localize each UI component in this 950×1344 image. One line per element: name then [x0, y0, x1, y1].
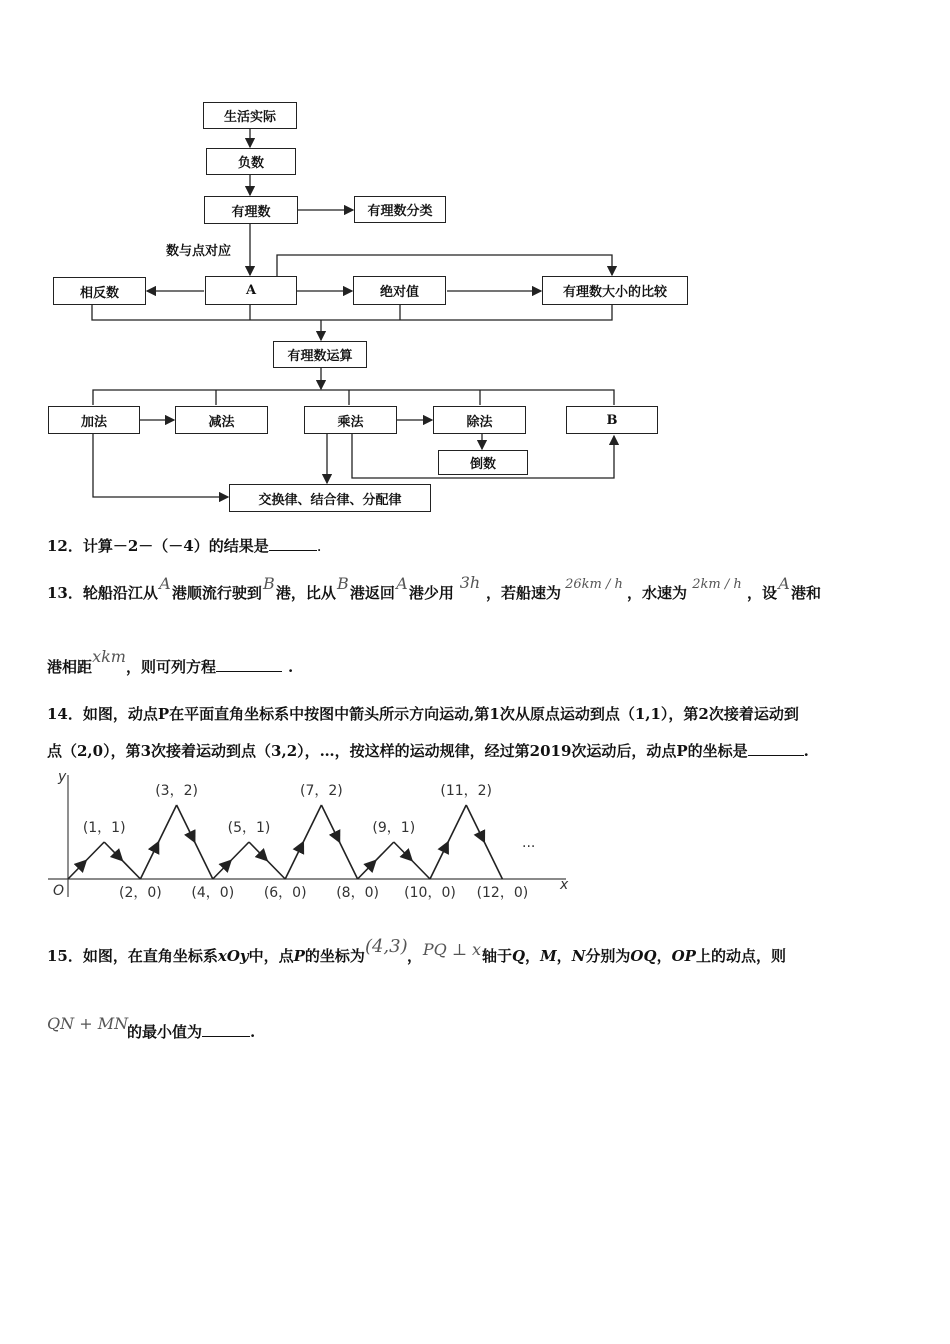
q15-expression: QN + MN — [47, 1014, 129, 1033]
x-axis-label: x — [560, 877, 569, 893]
path-arrow-6 — [265, 859, 267, 861]
path-arrow-11 — [446, 842, 448, 846]
reciprocal-box: 倒数 — [438, 450, 528, 475]
origin-label: O — [53, 883, 65, 899]
q15-end: . — [250, 1023, 256, 1041]
addition-box: 加法 — [48, 406, 140, 434]
path-arrow-7 — [301, 842, 303, 846]
path-arrow-2 — [120, 859, 122, 861]
q13-b2: B — [337, 574, 349, 593]
point-label-7: (7，2) — [300, 783, 343, 799]
q13-text-2: 港顺流行驶到 — [171, 584, 262, 602]
flowchart-connectors — [0, 0, 950, 520]
path-arrow-12 — [482, 838, 484, 842]
negative-number-box: 负数 — [206, 148, 296, 175]
q13-time: 3h — [459, 573, 481, 592]
q12-answer-blank[interactable] — [269, 536, 317, 551]
q13-distance: xkm — [92, 647, 126, 666]
zigzag-graph — [0, 765, 950, 905]
q15-text-1: 15．如图，在直角坐标系 — [47, 947, 218, 965]
q13-answer-blank[interactable] — [216, 657, 282, 672]
q15-text-8: ， — [656, 947, 672, 965]
multiplication-box: 乘法 — [304, 406, 397, 434]
rational-number-box: 有理数 — [204, 196, 298, 224]
q15-xoy: xOy — [217, 947, 249, 965]
blank-b-box: B — [566, 406, 658, 434]
q13-line2-text: 港相距 — [47, 658, 93, 676]
rational-classification-box: 有理数分类 — [354, 196, 446, 223]
path-arrow-3 — [157, 842, 159, 846]
q13-line-1 — [47, 573, 821, 605]
blank-a-box: A — [205, 276, 297, 305]
path-arrow-1 — [84, 861, 86, 863]
q15-line2-text: 的最小值为 — [127, 1023, 203, 1041]
q15-comma: ， — [406, 947, 422, 965]
q12-text: 12．计算－2－（－4）的结果是 — [47, 537, 269, 555]
path-arrow-5 — [229, 861, 231, 863]
q13-water-speed: 2km / h — [692, 577, 742, 592]
q15-point-p: P — [293, 947, 305, 965]
path-arrow-4 — [193, 838, 195, 842]
q13-end: . — [288, 658, 294, 676]
continuation-ellipsis: ··· — [522, 839, 536, 855]
q13-line-2 — [47, 647, 294, 677]
q13-text-7: ，水速为 — [626, 584, 687, 602]
q13-a1: A — [159, 574, 171, 593]
real-life-box: 生活实际 — [203, 102, 297, 129]
point-label-10: (10，0) — [404, 885, 456, 901]
q15-text-6: ， — [556, 947, 572, 965]
q15-perpendicular: PQ ⊥ x — [422, 940, 482, 959]
q15-coordinate: (4,3) — [364, 936, 408, 957]
q14-end: . — [803, 742, 809, 760]
point-label-9: (9，1) — [372, 820, 416, 836]
rational-operations-box: 有理数运算 — [273, 341, 367, 368]
q15-text-3: 的坐标为 — [304, 947, 365, 965]
point-label-8: (8，0) — [336, 885, 379, 901]
q14-line2-text: 点（2,0），第3次接着运动到点（3,2），…，按这样的运动规律，经过第2019次运动后，动点P的坐标是 — [47, 742, 748, 760]
point-label-2: (2，0) — [119, 885, 162, 901]
q13-text-3: 港，比从 — [275, 584, 336, 602]
q13-text-8: ，设 — [746, 584, 777, 602]
q15-text-9: 上的动点，则 — [695, 947, 786, 965]
q15-line-1 — [47, 936, 786, 966]
q14-answer-blank[interactable] — [748, 741, 804, 756]
q14-line-2 — [47, 741, 809, 761]
q15-text-5: ， — [525, 947, 541, 965]
q13-b1: B — [263, 574, 275, 593]
q15-segment-op: OP — [671, 947, 696, 965]
point-label-3: (3，2) — [155, 783, 198, 799]
q12-end: . — [316, 537, 322, 555]
q15-point-q: Q — [511, 947, 526, 965]
point-label-6: (6，0) — [263, 885, 307, 901]
point-label-4: (4，0) — [191, 885, 235, 901]
q13-a2: A — [396, 574, 408, 593]
q15-line-2 — [47, 1014, 256, 1042]
q13-text-6: ，若船速为 — [485, 584, 561, 602]
q13-text-1: 13．轮船沿江从 — [47, 584, 158, 602]
q15-text-4: 轴于 — [481, 947, 512, 965]
division-box: 除法 — [433, 406, 526, 434]
q13-line2-end: ，则可列方程 — [126, 658, 217, 676]
number-point-correspondence-label: 数与点对应 — [166, 244, 232, 259]
q15-answer-blank[interactable] — [202, 1022, 250, 1037]
point-label-11: (11，2) — [440, 783, 493, 799]
path-segment-4 — [177, 805, 213, 879]
q13-a3: A — [778, 574, 790, 593]
q15-point-n: N — [571, 947, 586, 965]
path-arrow-8 — [338, 838, 340, 842]
q15-text-7: 分别为 — [585, 947, 631, 965]
q13-text-9: 港和 — [790, 584, 821, 602]
q15-text-2: 中，点 — [248, 947, 294, 965]
point-label-1: (1，1) — [82, 820, 126, 836]
q13-text-4: 港返回 — [349, 584, 395, 602]
y-axis-label: y — [58, 769, 67, 785]
q13-ship-speed: 26km / h — [565, 577, 623, 592]
path-arrow-10 — [410, 859, 412, 861]
rational-comparison-box: 有理数大小的比较 — [542, 276, 688, 305]
laws-box: 交换律、结合律、分配律 — [229, 484, 431, 512]
q13-text-5: 港少用 — [408, 584, 454, 602]
absolute-value-box: 绝对值 — [353, 276, 446, 305]
point-label-12: (12，0) — [476, 885, 529, 901]
subtraction-box: 减法 — [175, 406, 268, 434]
q15-segment-oq: OQ — [630, 947, 657, 965]
path-arrow-9 — [374, 861, 376, 863]
knowledge-flowchart — [0, 0, 950, 520]
opposite-number-box: 相反数 — [53, 277, 146, 305]
q15-point-m: M — [540, 947, 557, 965]
q14-line-1: 14．如图，动点P在平面直角坐标系中按图中箭头所示方向运动,第1次从原点运动到点（1,1），第2次接着运动到 — [47, 705, 799, 723]
point-label-5: (5，1) — [227, 820, 271, 836]
question-12 — [47, 536, 322, 556]
